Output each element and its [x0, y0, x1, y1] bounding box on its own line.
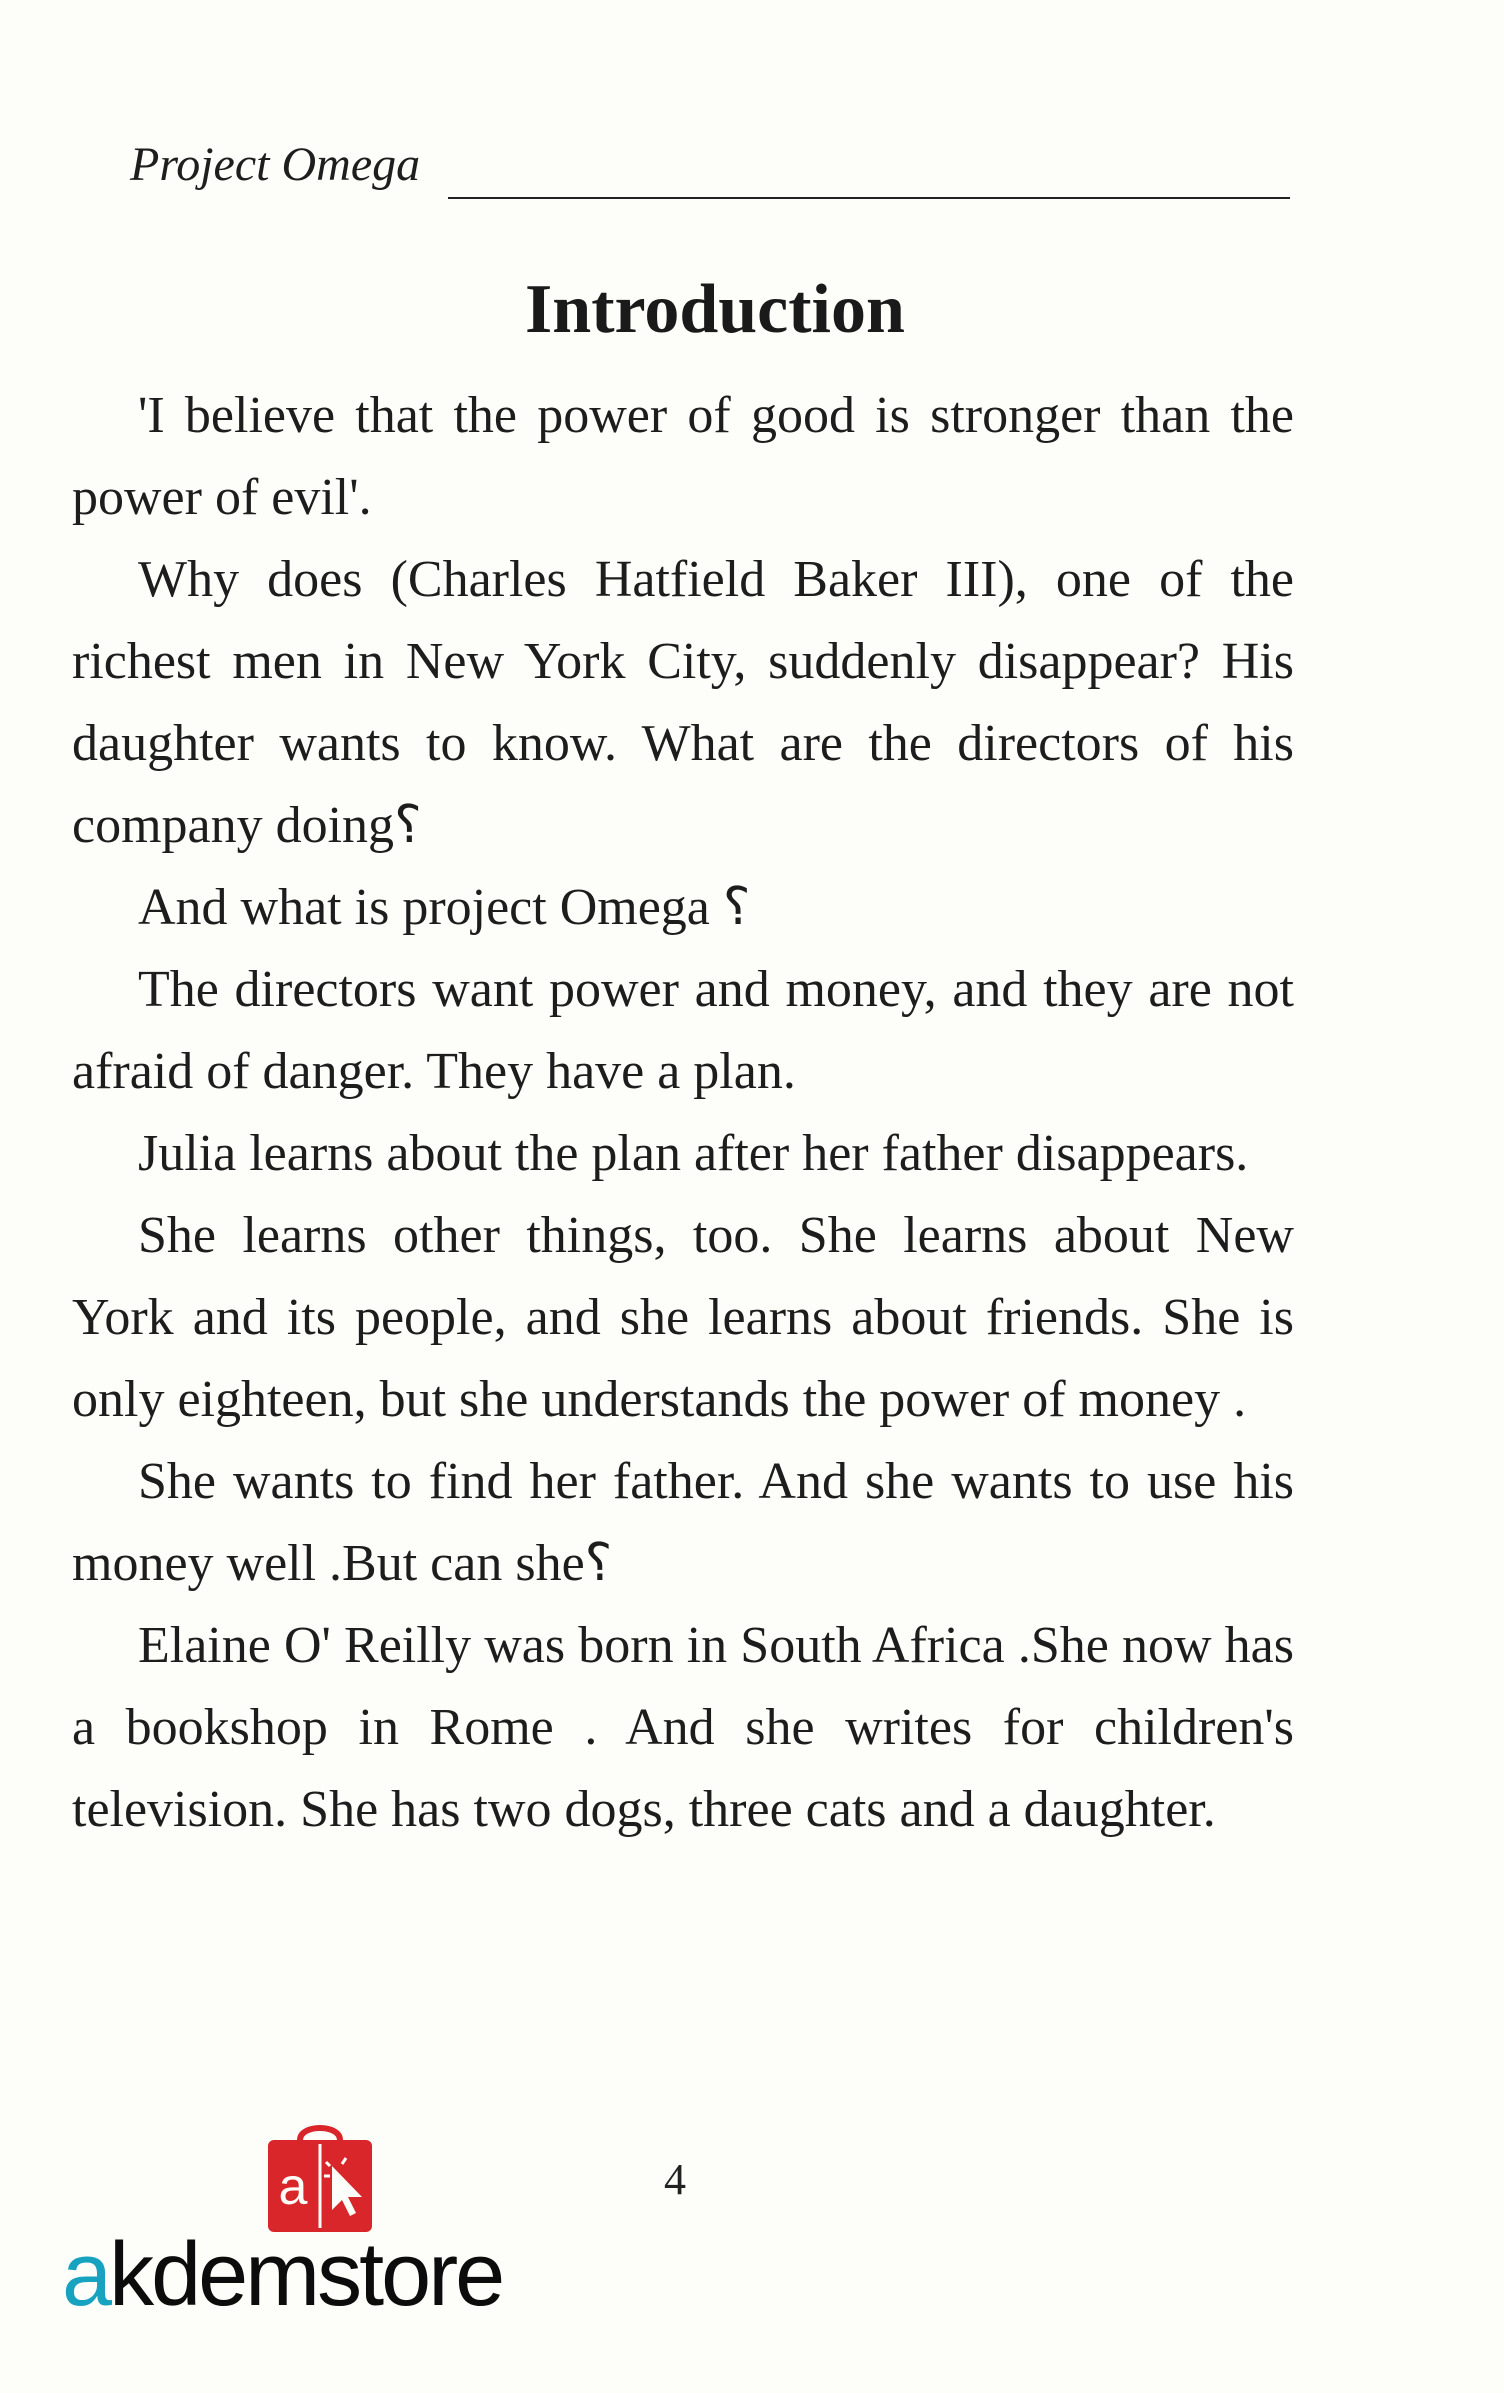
- paragraph: 'I believe that the power of good is stronger than the power of evil'.: [72, 387, 1294, 526]
- brand-wordmark-first: a: [62, 2225, 110, 2325]
- paragraph: She wants to find her father. And she wants to use his money well .But can she؟: [72, 1453, 1294, 1592]
- paragraph: Julia learns about the plan after her father disappears.: [138, 1125, 1249, 1182]
- brand-wordmark: [62, 2225, 503, 2325]
- akdemstore-watermark-logo: [62, 2118, 602, 2325]
- body-text: [72, 375, 1294, 1851]
- page-number: 4: [664, 2155, 686, 2204]
- svg-text:a: a: [278, 2158, 308, 2216]
- header-rule: [448, 197, 1290, 199]
- paragraph: She learns other things, too. She learns about New York and its people, and she learns about friends. She is only eighteen, but she understands the power of money .: [72, 1207, 1294, 1428]
- chapter-title: Introduction: [525, 271, 905, 348]
- paragraph: The directors want power and money, and they are not afraid of danger. They have a plan.: [72, 961, 1294, 1100]
- brand-wordmark-rest: kdemstore: [109, 2225, 503, 2325]
- running-title: Project Omega: [130, 138, 421, 191]
- paragraph: And what is project Omega ؟: [138, 879, 751, 936]
- paragraph: Why does (Charles Hatfield Baker III), one of the richest men in New York City, suddenly disappear? His daughter wants to know. What are the directors of his company doing؟: [72, 551, 1294, 854]
- book-cursor-icon: [260, 2118, 380, 2236]
- paragraph: Elaine O' Reilly was born in South Africa .She now has a bookshop in Rome . And she writes for children's television. She has two dogs, three cats and a daughter.: [72, 1617, 1294, 1838]
- running-header: [130, 135, 1290, 205]
